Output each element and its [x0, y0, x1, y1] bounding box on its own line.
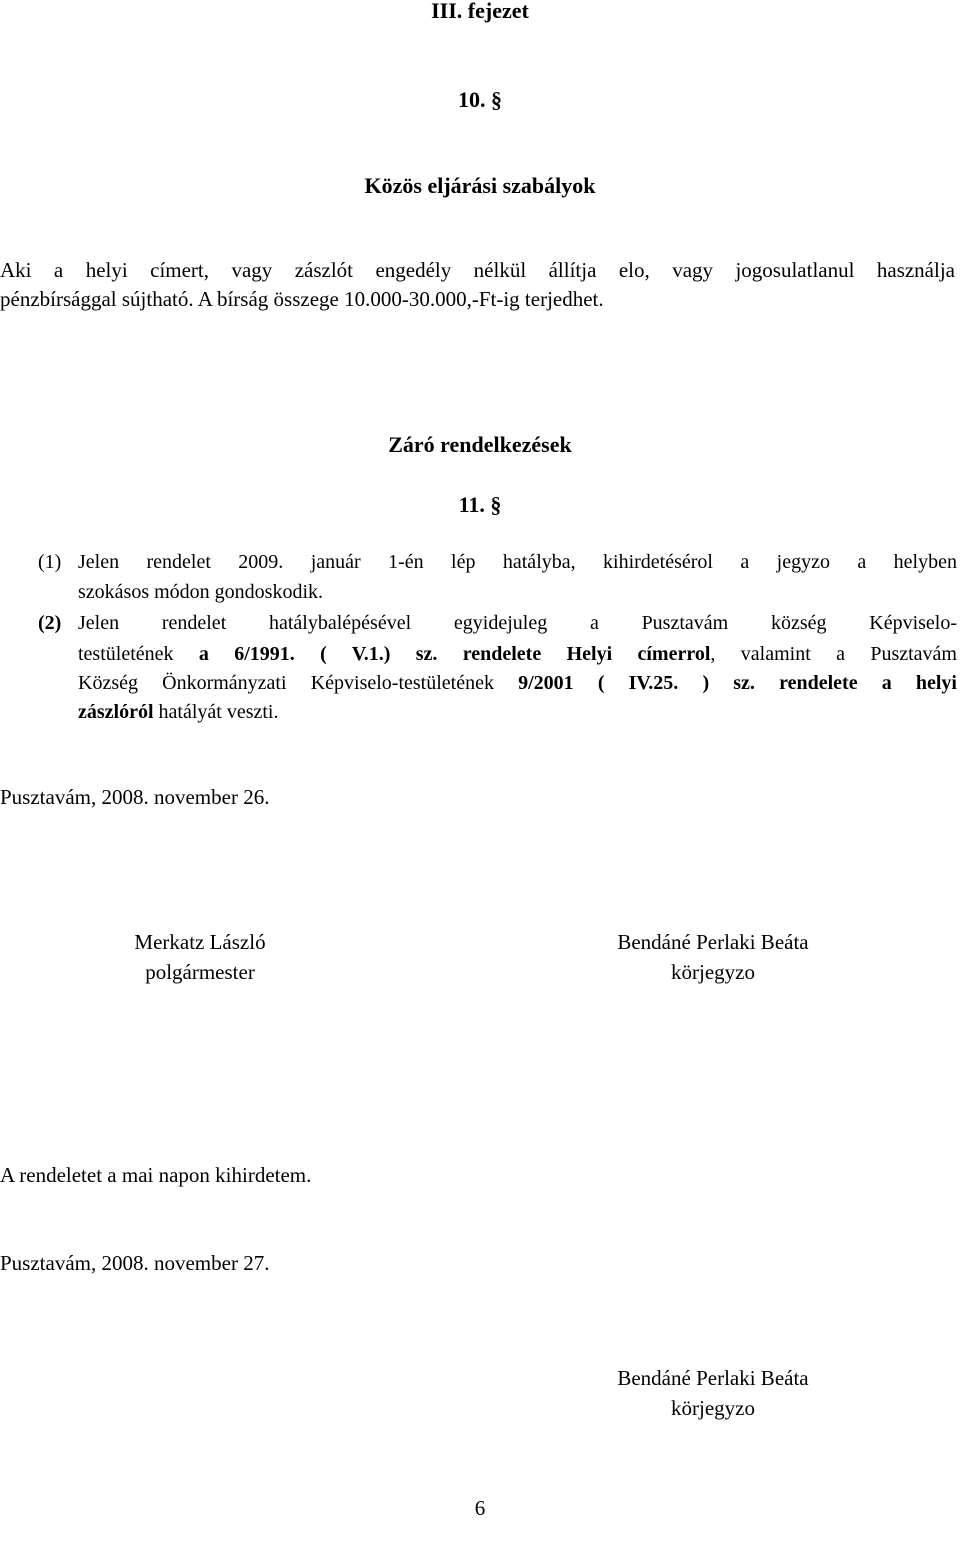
signature-final: [553, 1363, 873, 1423]
p2-text-a: testületének: [78, 643, 199, 665]
place-date-1: Pusztavám, 2008. november 26.: [0, 785, 270, 809]
p2-text-d: Község Önkormányzati Képviselo-testületének: [78, 672, 519, 694]
paragraph-2-line4: [78, 700, 278, 724]
chapter-heading: III. fejezet: [431, 0, 529, 23]
final-title: körjegyzo: [671, 1396, 755, 1420]
closing-section-number: 11. §: [458, 492, 502, 517]
signature-notary: [553, 927, 873, 987]
mayor-name: Merkatz László: [134, 930, 266, 954]
paragraph-2-line1: Jelen rendelet hatálybalépésével egyidejuleg a Pusztavám község Képviselo-: [78, 612, 957, 634]
p2-text-c: , valamint a Pusztavám: [710, 643, 957, 665]
paragraph-2-line3: [78, 671, 957, 695]
p2-text-e: hatályát veszti.: [153, 701, 279, 723]
mayor-title: polgármester: [145, 960, 255, 984]
p2-ordinance-ref-3: zászlóról: [78, 701, 154, 723]
paragraph-1-line2: szokásos módon gondoskodik.: [78, 581, 323, 603]
announcement: A rendeletet a mai napon kihirdetem.: [0, 1163, 312, 1187]
paragraph-2-line2: [78, 642, 957, 666]
page-number: 6: [474, 1496, 486, 1520]
section10-text-line2: pénzbírsággal sújtható. A bírság összege 10.000-30.000,-Ft-ig terjedhet.: [0, 287, 604, 311]
section10-text-line1: Aki a helyi címert, vagy zászlót engedély nélkül állítja elo, vagy jogosulatlanul használja: [0, 258, 955, 282]
section-title: Közös eljárási szabályok: [364, 173, 596, 198]
closing-title: Záró rendelkezések: [388, 432, 572, 457]
paragraph-1-line1: Jelen rendelet 2009. január 1-én lép hatályba, kihirdetésérol a jegyzo a helyben: [78, 551, 957, 573]
place-date-2: Pusztavám, 2008. november 27.: [0, 1251, 270, 1275]
notary-name: Bendáné Perlaki Beáta: [617, 930, 809, 954]
p2-ordinance-ref-1: a 6/1991. ( V.1.) sz. rendelete Helyi címerrol: [198, 643, 711, 665]
p2-ordinance-ref-2: 9/2001 ( IV.25. ) sz. rendelete a helyi: [518, 672, 957, 694]
signature-mayor: [40, 927, 360, 987]
section-number: 10. §: [458, 87, 502, 112]
paragraph-1-number: (1): [38, 551, 62, 573]
paragraph-2-number: (2): [38, 612, 62, 634]
notary-title: körjegyzo: [671, 960, 755, 984]
final-name: Bendáné Perlaki Beáta: [617, 1366, 809, 1390]
